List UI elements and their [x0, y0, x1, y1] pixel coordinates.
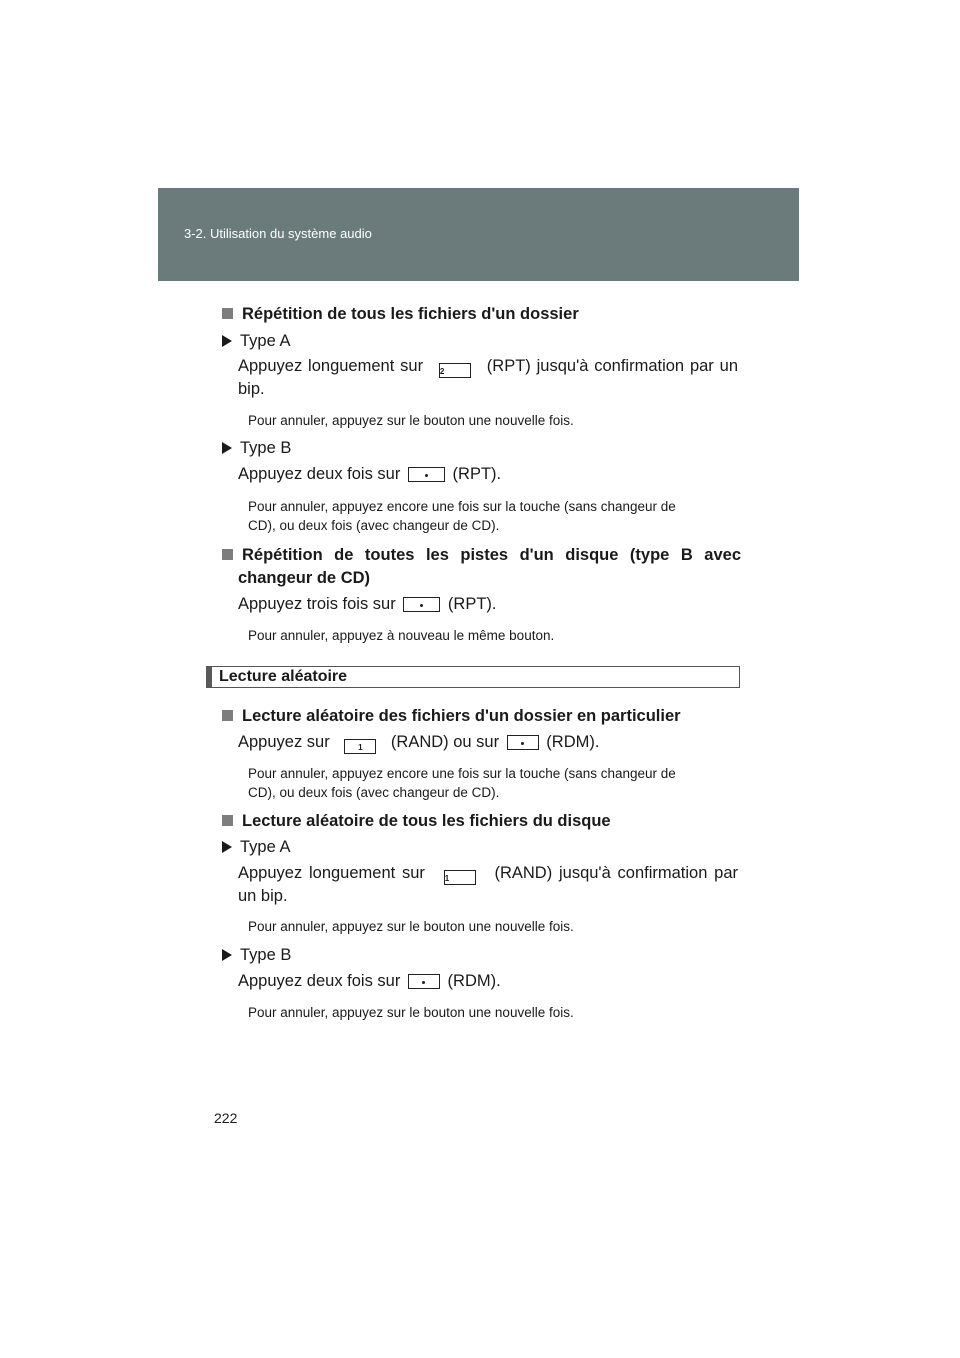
chapter-header-band	[158, 188, 799, 281]
repeat-disc-note: Pour annuler, appuyez à nouveau le même bouton.	[248, 628, 555, 643]
random-folder-note-line2: CD), ou deux fois (avec changeur de CD).	[248, 785, 500, 800]
triangle-bullet-icon	[222, 442, 232, 454]
random-disc-typeB-note: Pour annuler, appuyez sur le bouton une nouvelle fois.	[248, 1005, 574, 1020]
repeat-folder-typeB-note-line1: Pour annuler, appuyez encore une fois sur la touche (sans changeur de	[248, 499, 676, 514]
random-disc-typeA-instruction: Appuyez longuement sur 1 (RAND) jusqu'à confirmation par un bip.	[238, 864, 739, 905]
page-number: 222	[214, 1110, 238, 1126]
repeat-folder-heading: Répétition de tous les fichiers d'un dossier	[222, 303, 579, 326]
random-folder-heading: Lecture aléatoire des fichiers d'un dossier en particulier	[222, 705, 681, 728]
key-2-icon: 2	[439, 363, 471, 378]
repeat-folder-typeA-label: Type A	[222, 330, 290, 353]
repeat-disc-instruction: Appuyez trois fois sur (RPT).	[238, 595, 497, 613]
repeat-folder-typeB-label: Type B	[222, 437, 291, 460]
section-title: 3-2. Utilisation du système audio	[184, 226, 372, 241]
square-bullet-icon	[222, 549, 233, 560]
random-disc-typeB-instruction: Appuyez deux fois sur (RDM).	[238, 972, 501, 990]
random-disc-typeB-label: Type B	[222, 944, 291, 967]
triangle-bullet-icon	[222, 841, 232, 853]
random-disc-typeA-note: Pour annuler, appuyez sur le bouton une nouvelle fois.	[248, 919, 574, 934]
random-folder-note-line1: Pour annuler, appuyez encore une fois sur la touche (sans changeur de	[248, 766, 676, 781]
square-bullet-icon	[222, 815, 233, 826]
repeat-folder-typeA-note: Pour annuler, appuyez sur le bouton une nouvelle fois.	[248, 413, 574, 428]
triangle-bullet-icon	[222, 335, 232, 347]
repeat-folder-typeA-instruction: Appuyez longuement sur 2 (RPT) jusqu'à confirmation par un bip.	[238, 357, 739, 398]
repeat-folder-typeB-instruction: Appuyez deux fois sur (RPT).	[238, 465, 502, 483]
dot-key-icon	[507, 735, 539, 750]
key-1-icon: 1	[444, 870, 476, 885]
random-disc-heading: Lecture aléatoire de tous les fichiers du disque	[222, 810, 611, 833]
random-section-title: Lecture aléatoire	[206, 666, 740, 688]
repeat-disc-heading-line2: changeur de CD)	[238, 569, 371, 587]
dot-key-icon	[403, 597, 440, 612]
repeat-disc-heading-line1: Répétition de toutes les pistes d'un disque (type B avec	[222, 544, 741, 567]
key-1-icon: 1	[344, 739, 376, 754]
repeat-folder-typeB-note-line2: CD), ou deux fois (avec changeur de CD).	[248, 518, 500, 533]
dot-key-icon	[408, 974, 440, 989]
triangle-bullet-icon	[222, 949, 232, 961]
square-bullet-icon	[222, 710, 233, 721]
random-disc-typeA-label: Type A	[222, 836, 290, 859]
square-bullet-icon	[222, 308, 233, 319]
random-folder-instruction: Appuyez sur 1 (RAND) ou sur (RDM).	[238, 733, 600, 752]
dot-key-icon	[408, 467, 445, 482]
